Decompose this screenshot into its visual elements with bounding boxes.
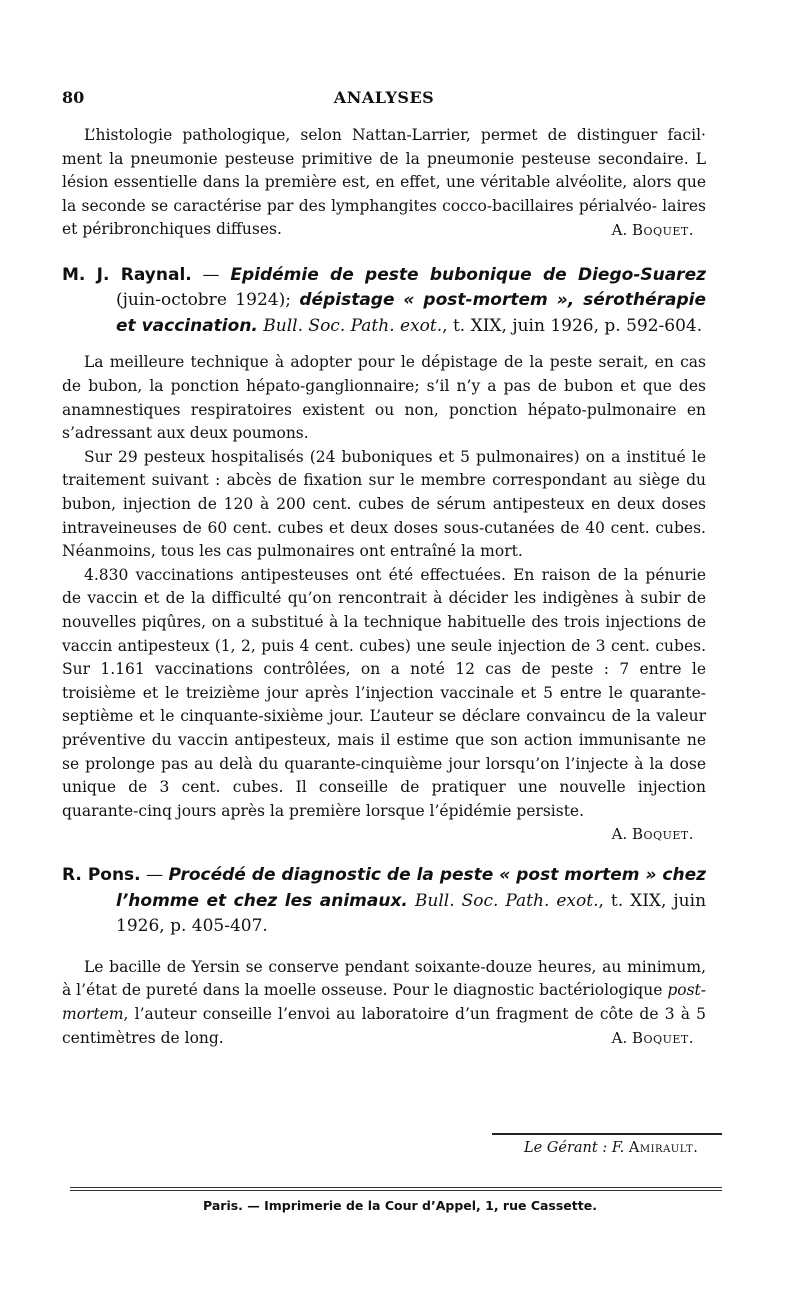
abstract-continuation: L’histologie pathologique, selon Nattan-Larrier, permet de distinguer facil· ment la pneumonie pesteuse primitive de la pneumonie pesteuse secondaire. L lésion essentielle dans la première est, en effet, une véritable alvéolite, alors que la seconde se caractérise par des lymphangites cocco-bacillaires périalvéo- laires et péribronchiques diffuses. bbox=[62, 126, 706, 239]
abstract-paragraph: Sur 29 pesteux hospitalisés (24 buboniques et 5 pulmonaires) on a institué le traitement suivant : abcès de fixation sur le membre correspondant au siège du bubon, injection de 120 à 200 cent. cubes de sérum antipesteux en deux doses intraveineuses de 60 cent. cubes et deux doses sous-cutanées de 40 cent. cubes. Néanmoins, tous les cas pulmonaires ont entraîné la mort. bbox=[62, 447, 706, 561]
reference-pons: R. Pons. — Procédé de diagnostic de la peste « post mortem » chez l’homme et chez les animaux. Bull. Soc. Path. exot., t. XIX, juin 1926, p. 405-407. bbox=[62, 865, 707, 937]
ref-author: R. Pons. bbox=[62, 865, 141, 886]
signature: A. Boquet. bbox=[611, 1029, 694, 1048]
page-number: 80 bbox=[62, 88, 85, 107]
abstract-paragraph: 4.830 vaccinations antipesteuses ont été effectuées. En raison de la pénurie de vaccin et de la difficulté qu’on rencontrait à décider les indigènes à subir de nouvelles piqûres, on a substitué à la technique habituelle des trois injections de vaccin antipesteux (1, 2, puis 4 cent. cubes) une seule injection de 3 cent. cubes. Sur 1.161 vaccinations contrôlées, on a noté 12 cas de peste : 7 entre le troisième et le treizième jour après l’injection vaccinale et 5 entre le quarante-septième et le cinquante-sixième jour. L’auteur se déclare convaincu de la valeur préventive du vaccin antipesteux, mais il estime que son action immunisante ne se prolonge pas au delà du quarante-cinquième jour lorsqu’on l’injecte à la dose unique de 3 cent. cubes. Il conseille de pratiquer une nouvelle injection quarante-cinq jours après la première lorsque l’épidémie persiste. bbox=[62, 565, 706, 820]
ref-title: Epidémie de peste bubonique de Diego-Suarez bbox=[230, 264, 706, 285]
signature: A. Boquet. bbox=[611, 220, 694, 239]
printer-imprint: Paris. — Imprimerie de la Cour d’Appel, 1, rue Cassette. bbox=[203, 1198, 597, 1213]
abstract-paragraph: La meilleure technique à adopter pour le dépistage de la peste serait, en cas de bubon, la ponction hépato-ganglionnaire; s’il n’y a pas de bubon et que des anamnestiques respiratoires existent ou non, ponction hépato-pulmonaire en s’adressant aux deux poumons. bbox=[62, 353, 706, 443]
ref-author: M. J. Raynal. bbox=[62, 264, 192, 285]
signature: A. Boquet. bbox=[611, 825, 694, 844]
divider-long bbox=[70, 1190, 722, 1191]
abstract-pons bbox=[62, 956, 706, 1049]
ref-journal: Bull. Soc. Path. exot. bbox=[407, 890, 599, 911]
running-title: ANALYSES bbox=[333, 88, 435, 107]
reference-raynal: M. J. Raynal. — Epidémie de peste bubonique de Diego-Suarez (juin-octobre 1924); dépistage « post-mortem », sérothérapie et vaccination. Bull. Soc. Path. exot., t. XIX, juin 1926, p. 592-604. bbox=[62, 264, 706, 336]
gerant-line: Le Gérant : F. Amirault. bbox=[524, 1140, 699, 1156]
ref-title: Procédé de diagnostic de la peste « post mortem » chez l’homme et chez les animaux. bbox=[116, 865, 706, 911]
ref-journal: Bull. Soc. Path. exot. bbox=[257, 315, 443, 336]
page-header bbox=[62, 78, 706, 108]
divider-short bbox=[492, 1133, 722, 1135]
divider-long bbox=[70, 1187, 722, 1188]
abstract-raynal bbox=[62, 351, 706, 845]
page-body bbox=[62, 78, 706, 1049]
abstract-paragraph: Le bacille de Yersin se conserve pendant soixante-douze heures, au minimum, à l’état de pureté dans la moelle osseuse. Pour le diagnostic bactériologique post-mortem, l’auteur conseille l’envoi au laboratoire d’un fragment de côte de 3 à 5 centimètres de long. bbox=[62, 957, 706, 1047]
